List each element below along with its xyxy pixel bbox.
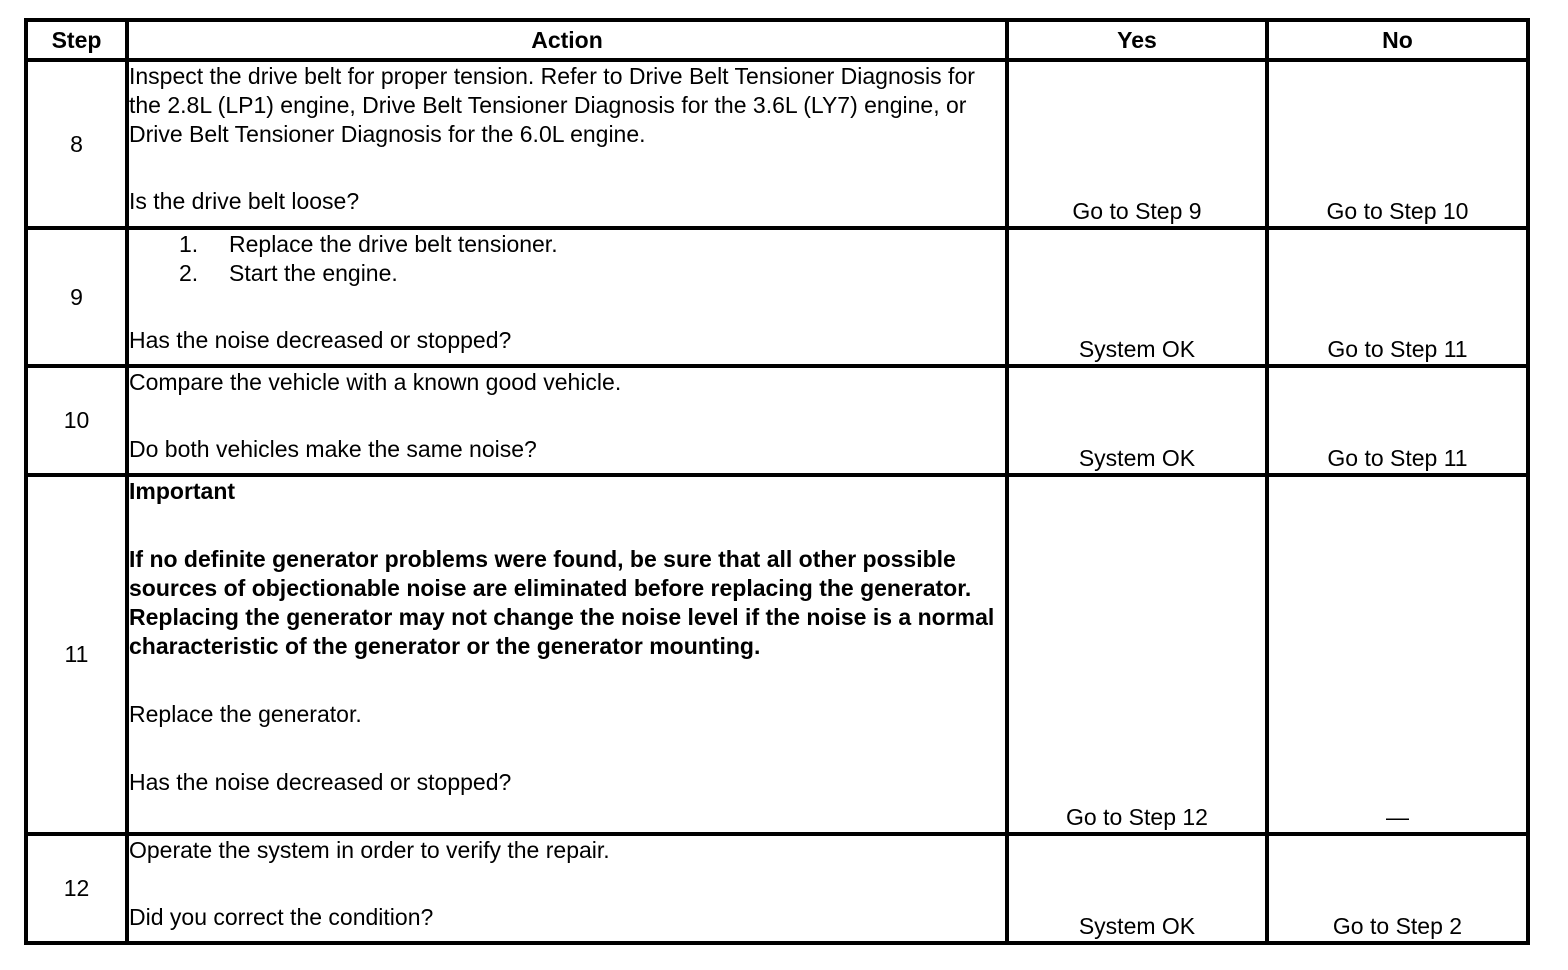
yes-result: System OK	[1007, 834, 1267, 943]
list-item	[129, 259, 1005, 288]
step-number: 8	[26, 60, 127, 228]
yes-result: System OK	[1007, 228, 1267, 366]
no-result: —	[1267, 475, 1528, 834]
table-row	[26, 834, 1528, 943]
important-note: If no definite generator problems were found, be sure that all other possible sources of objectionable noise are eliminated before replacing the generator. Replacing the generator may not change the noise level if the noise is a normal characteristic of the generator or the generator mounting.	[129, 546, 995, 659]
no-result: Go to Step 11	[1267, 228, 1528, 366]
substep-text: Replace the drive belt tensioner.	[229, 231, 558, 257]
no-result: Go to Step 11	[1267, 366, 1528, 475]
important-label: Important	[129, 478, 236, 504]
no-result: Go to Step 2	[1267, 834, 1528, 943]
table-row	[26, 228, 1528, 366]
header-no: No	[1267, 20, 1528, 60]
action-cell	[127, 228, 1007, 366]
table-row	[26, 366, 1528, 475]
no-result: Go to Step 10	[1267, 60, 1528, 228]
table-row	[26, 60, 1528, 228]
header-yes: Yes	[1007, 20, 1267, 60]
action-question: Has the noise decreased or stopped?	[129, 769, 512, 795]
substep-number: 2.	[179, 260, 199, 286]
action-question: Do both vehicles make the same noise?	[129, 436, 537, 462]
action-instruction: Replace the generator.	[129, 701, 362, 727]
substep-list	[129, 230, 1005, 288]
action-cell	[127, 60, 1007, 228]
step-number: 11	[26, 475, 127, 834]
action-instruction: Operate the system in order to verify the repair.	[129, 837, 610, 863]
action-question: Did you correct the condition?	[129, 904, 434, 930]
header-step: Step	[26, 20, 127, 60]
table-row	[26, 475, 1528, 834]
header-action: Action	[127, 20, 1007, 60]
step-number: 10	[26, 366, 127, 475]
diagnostic-table	[24, 18, 1530, 945]
substep-text: Start the engine.	[229, 260, 398, 286]
list-item	[129, 230, 1005, 259]
action-question: Is the drive belt loose?	[129, 188, 360, 214]
step-number: 12	[26, 834, 127, 943]
yes-result: Go to Step 12	[1007, 475, 1267, 834]
substep-number: 1.	[179, 231, 199, 257]
action-cell	[127, 834, 1007, 943]
action-cell	[127, 475, 1007, 834]
yes-result: System OK	[1007, 366, 1267, 475]
step-number: 9	[26, 228, 127, 366]
yes-result: Go to Step 9	[1007, 60, 1267, 228]
action-cell	[127, 366, 1007, 475]
header-row	[26, 20, 1528, 60]
action-instruction: Inspect the drive belt for proper tension. Refer to Drive Belt Tensioner Diagnosis for the 2.8L (LP1) engine, Drive Belt Tensioner Diagnosis for the 3.6L (LY7) engine, or Drive Belt Tensioner Diagnosis for the 6.0L engine.	[129, 63, 975, 147]
action-instruction: Compare the vehicle with a known good vehicle.	[129, 369, 622, 395]
action-question: Has the noise decreased or stopped?	[129, 327, 512, 353]
